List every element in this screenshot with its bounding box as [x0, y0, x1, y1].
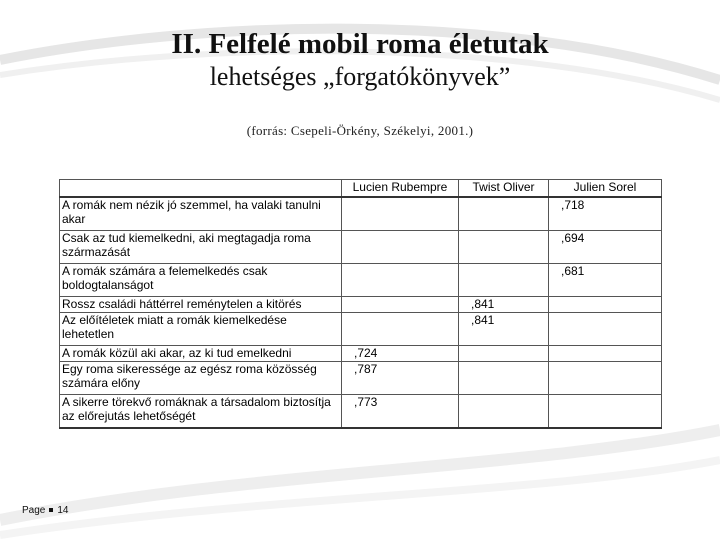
- cell-lucien: ,773: [342, 395, 459, 429]
- row-label: A sikerre törekvő romáknak a társadalom biztosítja az előrejutás lehetőségét: [60, 395, 342, 429]
- source-note: (forrás: Csepeli-Örkény, Székelyi, 2001.): [246, 123, 474, 138]
- cell-twist: [459, 362, 549, 395]
- cell-twist: ,841: [459, 313, 549, 346]
- row-label: A romák közül aki akar, az ki tud emelkedni: [60, 346, 342, 362]
- row-label: Csak az tud kiemelkedni, aki megtagadja roma származását: [60, 231, 342, 264]
- cell-julien: ,694: [549, 231, 662, 264]
- cell-twist: [459, 264, 549, 297]
- page-subtitle: lehetséges „forgatókönyvek”: [209, 62, 511, 91]
- cell-lucien: [342, 313, 459, 346]
- table-row: [60, 346, 662, 362]
- factor-table: [59, 179, 662, 429]
- cell-julien: [549, 362, 662, 395]
- cell-twist: [459, 395, 549, 429]
- cell-lucien: [342, 197, 459, 231]
- page-title: II. Felfelé mobil roma életutak: [171, 28, 549, 60]
- bullet-icon: [49, 508, 53, 512]
- page-label: Page: [22, 505, 46, 516]
- cell-lucien: [342, 231, 459, 264]
- row-label: Az előítéletek miatt a romák kiemelkedése lehetetlen: [60, 313, 342, 346]
- cell-julien: [549, 313, 662, 346]
- page-number: 14: [57, 505, 69, 516]
- row-label: Rossz családi háttérrel reménytelen a kitörés: [60, 297, 342, 313]
- cell-lucien: [342, 264, 459, 297]
- column-header-empty: [60, 180, 342, 198]
- table-row: [60, 297, 662, 313]
- page-footer: [22, 505, 68, 516]
- cell-twist: [459, 197, 549, 231]
- row-label: A romák nem nézik jó szemmel, ha valaki tanulni akar: [60, 197, 342, 231]
- cell-twist: [459, 231, 549, 264]
- table-row: [60, 395, 662, 429]
- cell-twist: [459, 346, 549, 362]
- cell-julien: [549, 346, 662, 362]
- row-label: Egy roma sikeressége az egész roma közösség számára előny: [60, 362, 342, 395]
- table-row: [60, 264, 662, 297]
- table-header-row: [60, 180, 662, 198]
- cell-julien: ,681: [549, 264, 662, 297]
- cell-lucien: [342, 297, 459, 313]
- cell-julien: [549, 395, 662, 429]
- column-header-lucien: Lucien Rubempre: [342, 180, 459, 198]
- table-row: [60, 231, 662, 264]
- table-row: [60, 313, 662, 346]
- cell-julien: [549, 297, 662, 313]
- cell-lucien: ,787: [342, 362, 459, 395]
- column-header-twist: Twist Oliver: [459, 180, 549, 198]
- cell-twist: ,841: [459, 297, 549, 313]
- cell-lucien: ,724: [342, 346, 459, 362]
- column-header-julien: Julien Sorel: [549, 180, 662, 198]
- row-label: A romák számára a felemelkedés csak boldogtalanságot: [60, 264, 342, 297]
- table-row: [60, 197, 662, 231]
- cell-julien: ,718: [549, 197, 662, 231]
- table-row: [60, 362, 662, 395]
